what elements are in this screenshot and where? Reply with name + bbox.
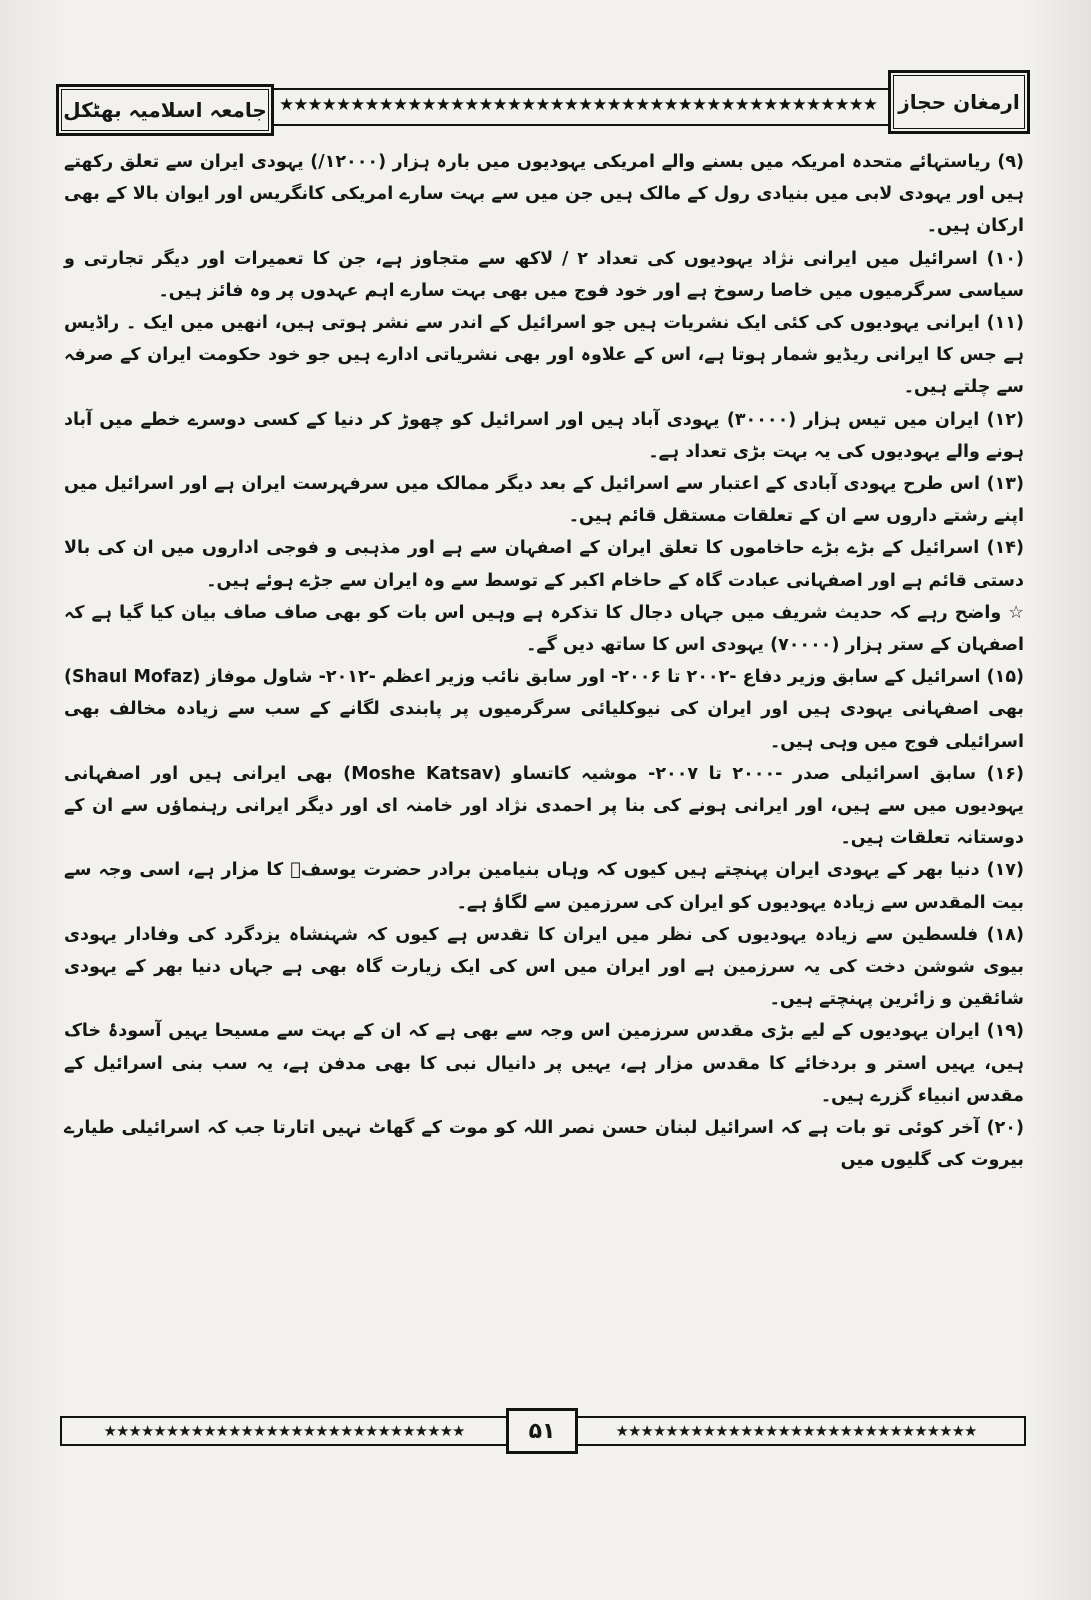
article-body xyxy=(64,146,1024,1177)
paragraph-14: (۱۴) اسرائیل کے بڑے بڑے حاخاموں کا تعلق ایران کے اصفہان سے ہے اور مذہبی و فوجی اداروں میں ان کی بالا دستی قائم ہے اور اصفہانی عبادت گاہ کے حاخام اکبر کے توسط سے وہ ایران سے جڑے ہوئے ہیں۔ xyxy=(64,538,1024,591)
paragraph-12: (۱۲) ایران میں تیس ہزار (۳۰۰۰۰) یہودی آباد ہیں اور اسرائیل کو چھوڑ کر دنیا کے کسی دوسرے خطے میں آباد ہونے والے یہودیوں کی یہ بہت بڑی تعداد ہے۔ xyxy=(64,409,1024,462)
paragraph-9: (۹) ریاستہائے متحدہ امریکہ میں بسنے والے امریکی یہودیوں میں بارہ ہزار (۱۲۰۰۰/) یہودی ایران سے تعلق رکھتے ہیں اور یہودی لابی میں بنیادی رول کے مالک ہیں جن میں سے بہت سارے امریکی کانگریس اور ایوان بالا کے بھی ارکان ہیں۔ xyxy=(64,152,1024,237)
journal-title-box xyxy=(888,70,1030,134)
paragraph-10: (۱۰) اسرائیل میں ایرانی نژاد یہودیوں کی تعداد ۲ / لاکھ سے متجاوز ہے، جن کا تعمیرات اور دیگر تجارتی و سیاسی سرگرمیوں میں خاصا رسوخ ہے اور خود فوج میں بھی بہت سارے اہم عہدوں پر وہ فائز ہیں۔ xyxy=(64,248,1024,301)
page-number: ۵۱ xyxy=(506,1408,578,1454)
paragraph-11: (۱۱) ایرانی یہودیوں کی کئی ایک نشریات ہیں جو اسرائیل کے اندر سے نشر ہوتی ہیں، انھیں میں ایک ۔ راڈیس ہے جس کا ایرانی ریڈیو شمار ہوتا ہے، اس کے علاوہ اور بھی نشریاتی ادارے ہیں جو خود حکومت ایران کے صرفہ سے چلتے ہیں۔ xyxy=(64,313,1024,398)
paragraph-17: (۱۷) دنیا بھر کے یہودی ایران پہنچتے ہیں کیوں کہ وہاں بنیامین برادر حضرت یوسفؑ کا مزار ہے، اسی وجہ سے بیت المقدس سے زیادہ یہودیوں کو ایران کی سرزمین سے لگاؤ ہے۔ xyxy=(64,860,1024,913)
header-star-border: ★★★★★★★★★★★★★★★★★★★★★★★★★★★★★★★★★★★★★★★★★★ xyxy=(278,95,878,115)
footer-star-border-right: ★★★★★★★★★★★★★★★★★★★★★★★★★★★★★ xyxy=(615,1422,977,1440)
footer-star-border-left: ★★★★★★★★★★★★★★★★★★★★★★★★★★★★★ xyxy=(103,1422,465,1440)
note-paragraph: ☆ واضح رہے کہ حدیث شریف میں جہاں دجال کا تذکرہ ہے وہیں اس بات کو بھی صاف صاف بیان کیا گیا ہے کہ اصفہان کے ستر ہزار (۷۰۰۰۰) یہودی اس کا ساتھ دیں گے۔ xyxy=(64,602,1024,656)
journal-title: ارمغان حجاز xyxy=(898,90,1020,114)
institution-name-box xyxy=(56,84,274,136)
paragraph-13: (۱۳) اس طرح یہودی آبادی کے اعتبار سے اسرائیل کے بعد دیگر ممالک میں سرفہرست ایران ہے اور اسرائیل میں اپنے رشتے داروں سے ان کے تعلقات مستقل قائم ہیں۔ xyxy=(64,474,1024,527)
paragraph-19: (۱۹) ایران یہودیوں کے لیے بڑی مقدس سرزمین اس وجہ سے بھی ہے کہ ان کے بہت سے مسیحا یہیں آسودۂ خاک ہیں، یہیں استر و بردخائے کا مقدس مزار ہے، یہیں پر دانیال نبی کا بھی مدفن ہے، یہ سب بنی اسرائیل کے مقدس انبیاء گزرے ہیں۔ xyxy=(64,1021,1024,1106)
paragraph-18: (۱۸) فلسطین سے زیادہ یہودیوں کی نظر میں ایران کا تقدس ہے کیوں کہ شہنشاہ یزدگرد کی وفادار یہودی بیوی شوشن دخت کی یہ سرزمین ہے اور ایران میں اس کی ایک زیارت گاہ بھی ہے جہاں دنیا بھر کے یہودی شائقین و زائرین پہنچتے ہیں۔ xyxy=(64,924,1024,1010)
paragraph-16: (۱۶) سابق اسرائیلی صدر -۲۰۰۰ تا ۲۰۰۷- موشیہ کاتساو (Moshe Katsav) بھی ایرانی ہیں اور اصفہانی یہودیوں میں سے ہیں، اور ایرانی ہونے کی بنا پر احمدی نژاد اور خامنہ ای اور دیگر ایرانی رہنماؤں سے ان کے دوستانہ تعلقات ہیں۔ xyxy=(64,763,1024,849)
paragraph-20: (۲۰) آخر کوئی تو بات ہے کہ اسرائیل لبنان حسن نصر اللہ کو موت کے گھاٹ نہیں اتارتا جب کہ اسرائیلی طیارے بیروت کی گلیوں میں xyxy=(64,1118,1024,1171)
institution-name: جامعہ اسلامیہ بھٹکل xyxy=(63,98,267,122)
paragraph-15: (۱۵) اسرائیل کے سابق وزیر دفاع -۲۰۰۲ تا ۲۰۰۶- اور سابق نائب وزیر اعظم -۲۰۱۲- شاول موفاز (Shaul Mofaz) بھی اصفہانی یہودی ہیں اور ایران کی نیوکلیائی سرگرمیوں پر پابندی لگانے کے سب سے زیادہ مخالف بھی اسرائیلی فوج میں وہی ہیں۔ xyxy=(64,667,1025,752)
